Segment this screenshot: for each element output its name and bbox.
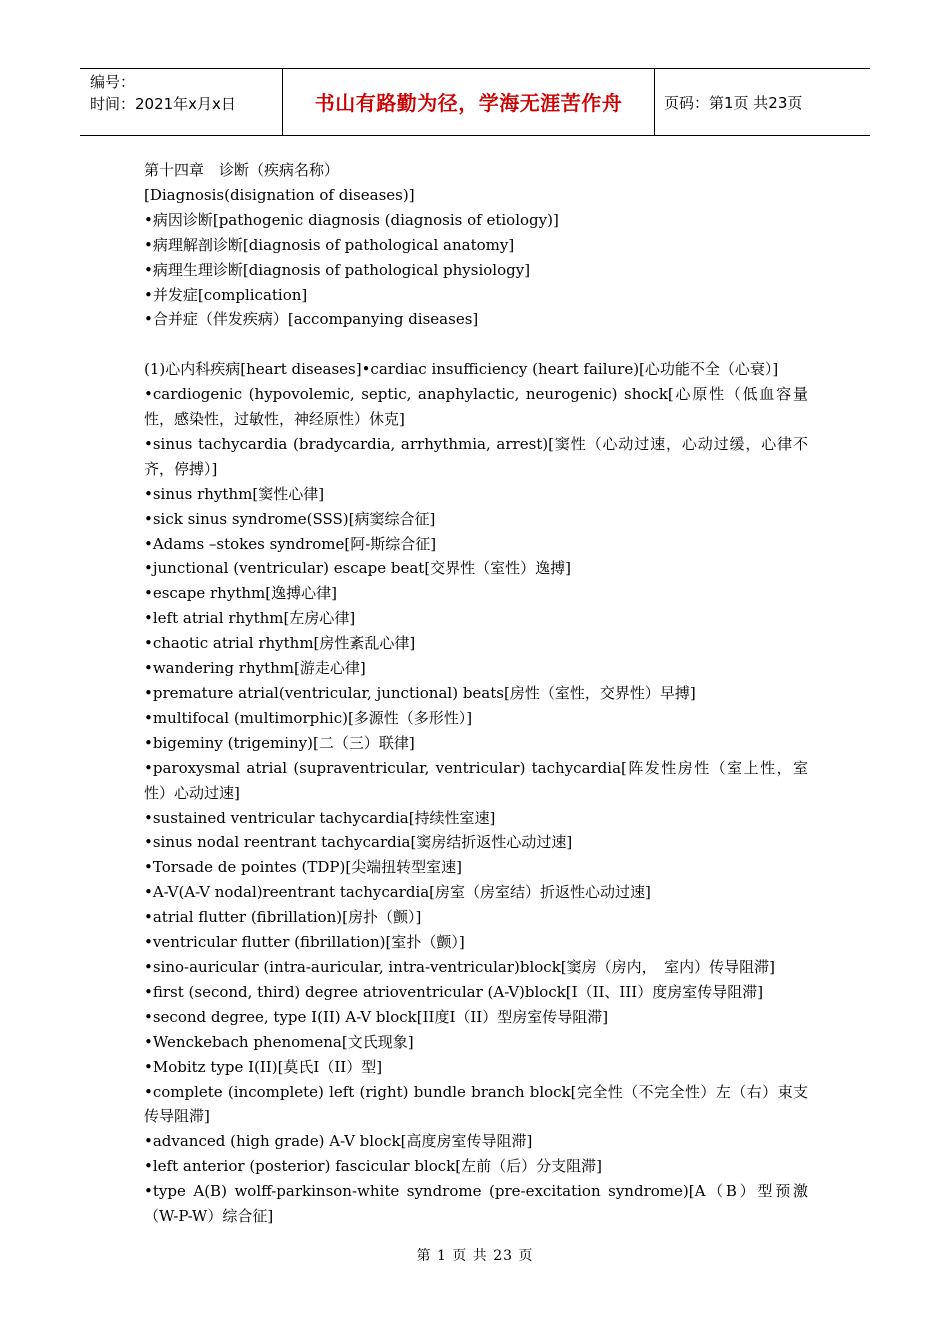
text-line: (1)心内科疾病[heart diseases]•cardiac insufficiency (heart failure)[心功能不全（心衰）]	[144, 360, 779, 379]
header-motto: 书山有路勤为径，学海无涯苦作舟	[282, 69, 655, 135]
chapter-title: 第十四章 诊断（疾病名称）	[144, 161, 340, 179]
blank-line	[144, 332, 808, 357]
text-line: •escape rhythm[逸搏心律]	[144, 584, 337, 603]
text-line: •sick sinus syndrome(SSS)[病窦综合征]	[144, 509, 436, 528]
text-line: •sustained ventricular tachycardia[持续性室速]	[144, 808, 496, 827]
header-meta	[80, 69, 282, 135]
text-line: •合并症（伴发疾病）[accompanying diseases]	[144, 310, 479, 329]
text-line: •multifocal (multimorphic)[多源性（多形性）]	[144, 708, 473, 727]
text-line: •junctional (ventricular) escape beat[交界性（室性）逸搏]	[144, 559, 572, 578]
text-line: •病因诊断[pathogenic diagnosis (diagnosis of etiology)]	[144, 210, 559, 229]
text-line: •left atrial rhythm[左房心律]	[144, 609, 356, 628]
text-line: •sino-auricular (intra-auricular, intra-ventricular)block[窦房（房内， 室内）传导阻滞]	[144, 957, 775, 976]
text-line: •left anterior (posterior) fascicular block[左前（后）分支阻滞]	[144, 1157, 602, 1176]
text-line: •Mobitz type I(II)[莫氏I（II）型]	[144, 1057, 383, 1076]
text-line: •first (second, third) degree atrioventricular (A-V)block[I（II、III）度房室传导阻滞]	[144, 982, 764, 1001]
text-line: •A-V(A-V nodal)reentrant tachycardia[房室（房室结）折返性心动过速]	[144, 883, 651, 902]
text-line: •bigeminy (trigeminy)[二（三）联律]	[144, 733, 415, 752]
text-line: •advanced (high grade) A-V block[高度房室传导阻滞]	[144, 1132, 533, 1151]
page-header	[80, 68, 870, 136]
text-line: •atrial flutter (fibrillation)[房扑（颤）]	[144, 908, 422, 927]
document-body	[144, 158, 808, 1229]
text-line: •病理解剖诊断[diagnosis of pathological anatomy]	[144, 235, 515, 254]
date-label: 时间：2021年x月x日	[90, 95, 236, 113]
text-line: •并发症[complication]	[144, 285, 308, 304]
text-line: •complete (incomplete) left (right) bundle branch block[完全性（不完全性）左（右）束支传导阻滞]	[144, 1082, 808, 1126]
text-line: •Adams –stokes syndrome[阿-斯综合征]	[144, 534, 437, 553]
text-line: •病理生理诊断[diagnosis of pathological physiology]	[144, 260, 531, 279]
text-line: •chaotic atrial rhythm[房性紊乱心律]	[144, 634, 416, 653]
text-line: •ventricular flutter (fibrillation)[室扑（颤）]	[144, 933, 465, 952]
text-line: •type A(B) wolff-parkinson-white syndrome (pre-excitation syndrome)[A（B）型预激（W-P-W）综合征]	[144, 1182, 808, 1226]
text-line: •sinus rhythm[窦性心律]	[144, 484, 325, 503]
text-line: •cardiogenic (hypovolemic, septic, anaphylactic, neurogenic) shock[心原性（低血容量性，感染性，过敏性，神经原性）休克]	[144, 385, 808, 429]
text-line: •paroxysmal atrial (supraventricular, ventricular) tachycardia[阵发性房性（室上性，室性）心动过速]	[144, 758, 808, 802]
text-line: •premature atrial(ventricular, junctional) beats[房性（室性，交界性）早搏]	[144, 684, 696, 703]
text-line: •Torsade de pointes (TDP)[尖端扭转型室速]	[144, 858, 463, 877]
text-line: •sinus nodal reentrant tachycardia[窦房结折返性心动过速]	[144, 833, 573, 852]
text-line: •wandering rhythm[游走心律]	[144, 659, 366, 678]
text-line: •sinus tachycardia (bradycardia, arrhythmia, arrest)[窦性（心动过速，心动过缓，心律不齐，停搏）]	[144, 434, 808, 478]
text-line: •second degree, type I(II) A-V block[II度I（II）型房室传导阻滞]	[144, 1007, 609, 1026]
text-line: [Diagnosis(disignation of diseases)]	[144, 185, 415, 204]
page-footer: 第 1 页 共 23 页	[416, 1248, 534, 1264]
number-label: 编号：	[90, 73, 136, 91]
header-page-info: 页码：第1页 共23页	[664, 94, 803, 112]
text-line: •Wenckebach phenomena[文氏现象]	[144, 1032, 414, 1051]
